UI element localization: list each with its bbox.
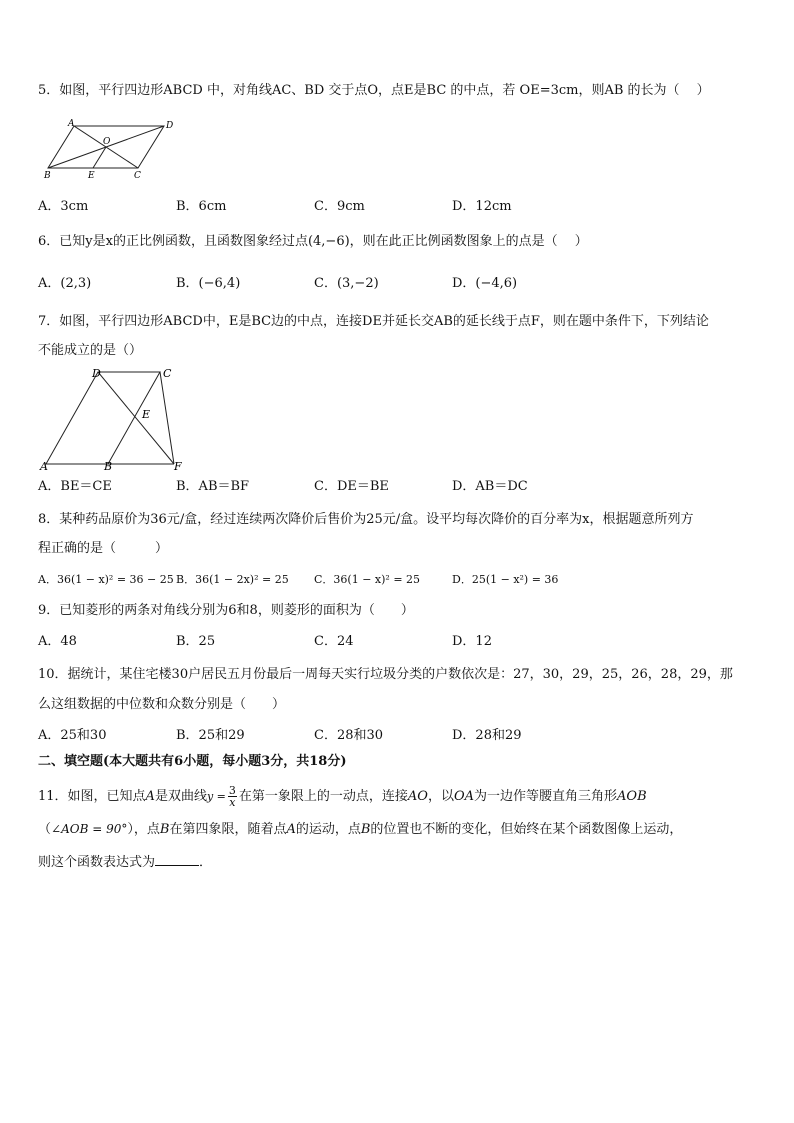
q5-label-d: D — [166, 121, 174, 131]
q5-label-e: E — [88, 171, 95, 181]
q5-option-d: D．12cm — [452, 199, 512, 214]
q11-text: 的位置也不断的变化，但始终在某个函数图像上运动， — [370, 822, 683, 837]
q7-label-c: C — [163, 367, 172, 380]
q11-text: 则这个函数表达式为 — [38, 855, 156, 870]
q10-option-b: B．25和29 — [176, 728, 245, 743]
q11-text: 的运动，点 — [295, 822, 361, 837]
q11-point-a: A — [145, 789, 155, 804]
q7-stem-line1: 7．如图，平行四边形ABCD中，E是BC边的中点，连接DE并延长交AB的延长线于点F，则在题中条件下，下列结论 — [38, 314, 709, 329]
q6-option-c: C．(3,−2) — [314, 276, 379, 291]
q10-option-c: C．28和30 — [314, 728, 384, 743]
q9-option-a: A．48 — [38, 634, 77, 649]
q11-text: 在第四象限，随着点 — [169, 822, 287, 837]
q9-option-c: C．24 — [314, 634, 354, 649]
q8-option-d: D．25(1 − x²) = 36 — [452, 573, 559, 586]
q11-function-y: y = — [206, 790, 226, 803]
q9-stem: 9．已知菱形的两条对角线分别为6和8，则菱形的面积为（ ） — [38, 603, 414, 618]
q8-option-b: B．36(1 − 2x)² = 25 — [176, 573, 289, 586]
q11-point-a: A — [286, 822, 296, 837]
q7-label-e: E — [142, 408, 151, 421]
q11-point-b: B — [360, 822, 371, 837]
q11-angle: ∠AOB = 90° — [51, 822, 128, 836]
q5-stem: 5．如图，平行四边形ABCD 中，对角线AC、BD 交于点O，点E是BC 的中点，若 OE=3cm，则AB 的长为（ ） — [38, 83, 710, 98]
q11-segment-ao: AO — [407, 789, 428, 804]
q11-line3 — [38, 853, 212, 872]
q7-option-a: A．BE＝CE — [38, 479, 112, 494]
q11-text: ． — [199, 855, 213, 870]
q11-text: ，以 — [427, 789, 454, 804]
q11-triangle-aob: AOB — [617, 789, 647, 804]
q11-fraction-numerator: 3 — [228, 784, 236, 797]
section-heading-fill-in: 二、填空题(本大题共有6小题，每小题3分，共18分) — [38, 754, 347, 769]
q7-option-b: B．AB＝BF — [176, 479, 250, 494]
q11-line1 — [38, 782, 647, 812]
q10-option-a: A．25和30 — [38, 728, 107, 743]
q7-option-d: D．AB＝DC — [452, 479, 528, 494]
q11-text: 11．如图，已知点 — [38, 789, 146, 804]
q5-option-a: A．3cm — [38, 199, 89, 214]
q8-stem-line1: 8．某种药品原价为36元/盒，经过连续两次降价后售价为25元/盒。设平均每次降价的百分率为x，根据题意所列方 — [38, 512, 694, 527]
q11-text: 在第一象限上的一动点，连接 — [238, 789, 408, 804]
q7-label-d: D — [92, 367, 101, 380]
q6-option-a: A．(2,3) — [38, 276, 92, 291]
q11-point-b: B — [159, 822, 170, 837]
q11-text: 是双曲线 — [154, 789, 207, 804]
q11-segment-oa: OA — [453, 789, 475, 804]
q8-option-a: A．36(1 − x)² = 36 − 25 — [38, 573, 174, 586]
q11-line2 — [38, 820, 682, 839]
q11-text: 为一边作等腰直角三角形 — [474, 789, 618, 804]
q8-stem-line2: 程正确的是（ ） — [38, 541, 169, 556]
q10-option-d: D．28和29 — [452, 728, 522, 743]
q6-option-d: D．(−4,6) — [452, 276, 518, 291]
q6-stem: 6．已知y是x的正比例函数，且函数图象经过点(4,−6)，则在此正比例函数图象上的点是（ ） — [38, 234, 588, 249]
q7-label-f: F — [174, 460, 182, 470]
q9-option-d: D．12 — [452, 634, 492, 649]
q7-parallelogram-figure — [36, 364, 196, 470]
q7-label-a: A — [40, 460, 48, 470]
q5-parallelogram-figure — [40, 118, 180, 184]
q11-answer-blank[interactable] — [155, 853, 199, 866]
q8-option-c: C．36(1 − x)² = 25 — [314, 573, 421, 586]
q5-option-b: B．6cm — [176, 199, 227, 214]
q10-stem-line2: 么这组数据的中位数和众数分别是（ ） — [38, 697, 286, 712]
q5-label-a: A — [68, 119, 75, 129]
q6-option-b: B．(−6,4) — [176, 276, 241, 291]
q11-text: （ — [38, 822, 52, 837]
q5-label-o: O — [103, 137, 111, 147]
q11-fraction — [228, 785, 237, 808]
q11-fraction-denominator: x — [229, 796, 236, 809]
q7-stem-line2: 不能成立的是（） — [38, 343, 143, 358]
q11-text: ），点 — [127, 822, 160, 837]
q10-stem-line1: 10．据统计，某住宅楼30户居民五月份最后一周每天实行垃圾分类的户数依次是：27，30，29，25，26，28，29，那 — [38, 667, 733, 682]
q9-option-b: B．25 — [176, 634, 216, 649]
q5-option-c: C．9cm — [314, 199, 365, 214]
q5-label-c: C — [134, 171, 141, 181]
q7-label-b: B — [104, 460, 113, 470]
q7-option-c: C．DE＝BE — [314, 479, 389, 494]
q5-label-b: B — [44, 171, 51, 181]
